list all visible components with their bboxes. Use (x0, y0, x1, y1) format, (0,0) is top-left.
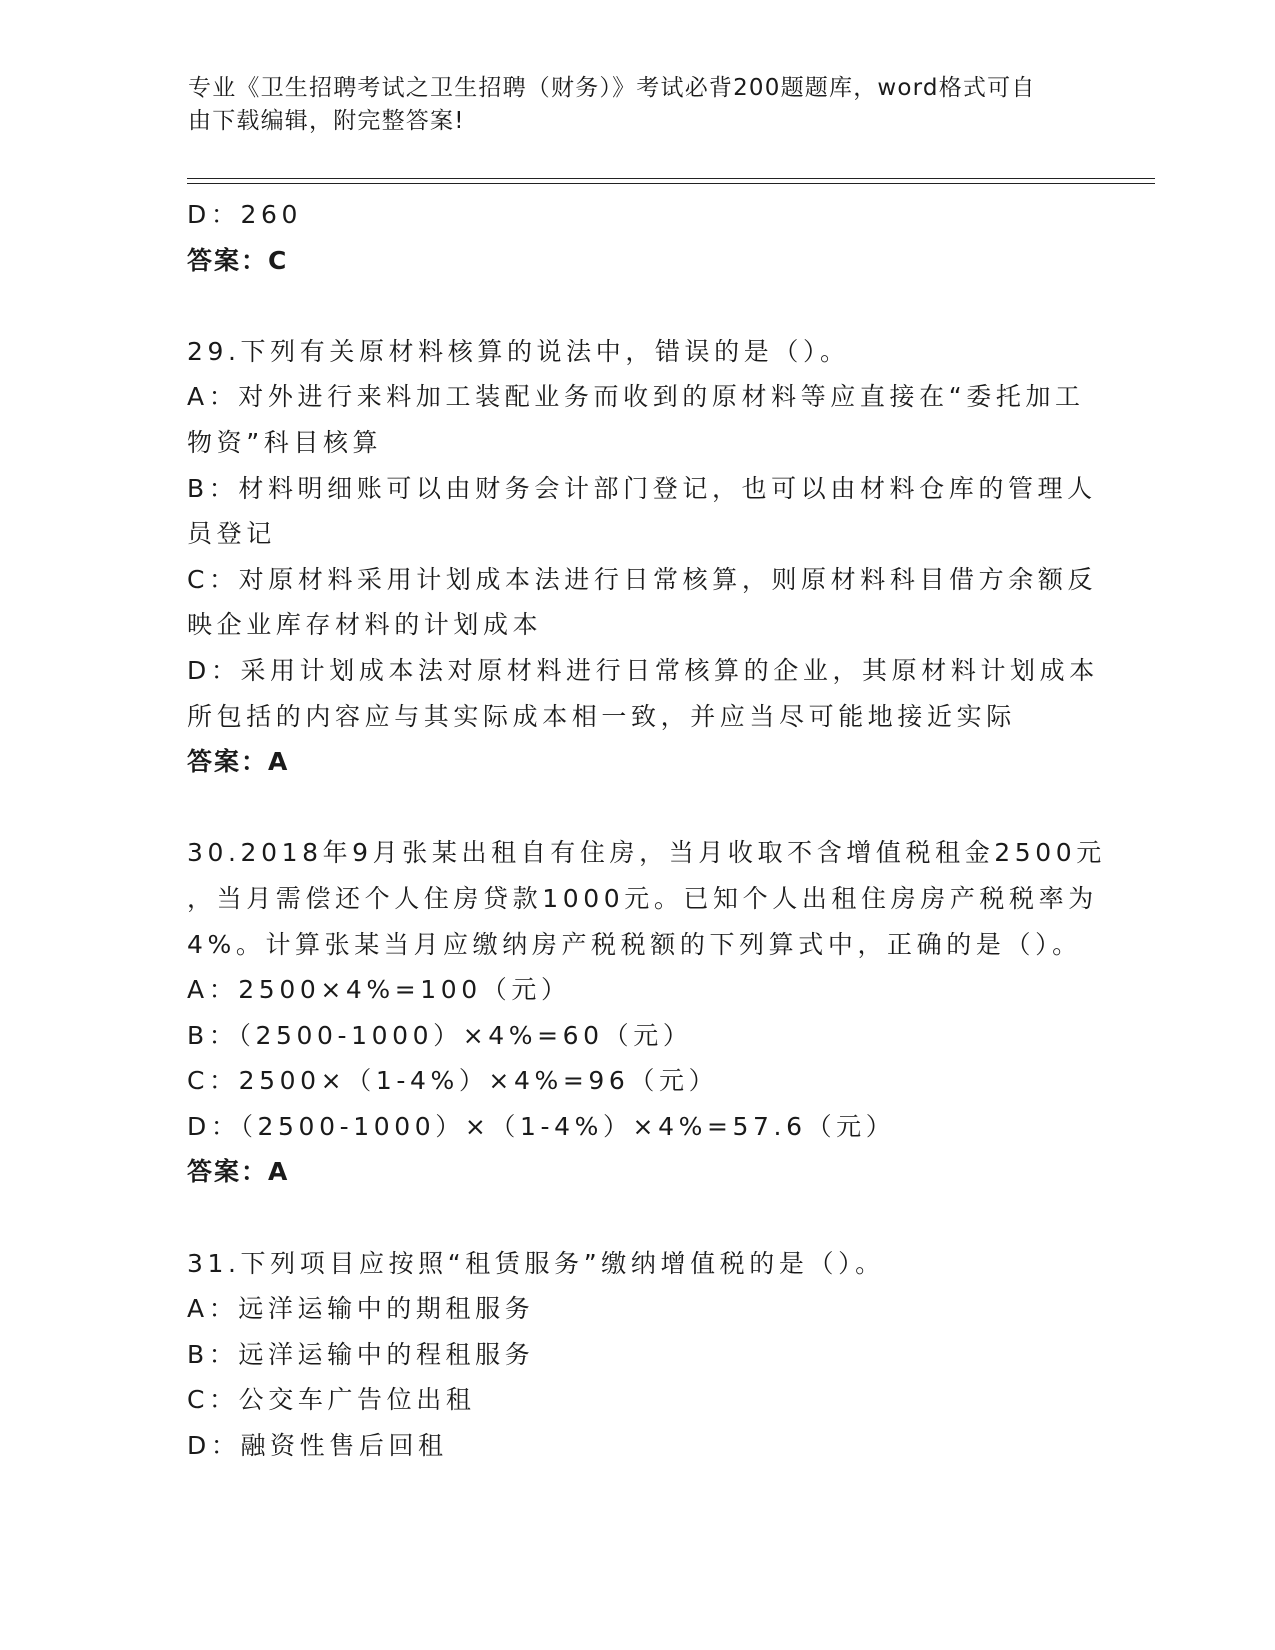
option-a: A：远洋运输中的期租服务 (187, 1294, 535, 1324)
header-line-2: 由下载编辑，附完整答案! (188, 108, 465, 134)
option-c: C：2500×（1-4%）×4%=96（元） (187, 1066, 719, 1096)
option-c-line-1: C：对原材料采用计划成本法进行日常核算，则原材料科目借方余额反 (187, 564, 1098, 594)
question-30 (187, 830, 1106, 1195)
option-b-line-1: B：材料明细账可以由财务会计部门登记，也可以由材料仓库的管理人 (187, 473, 1097, 503)
option-a-line-1: A：对外进行来料加工装配业务而收到的原材料等应直接在“委托加工 (187, 382, 1085, 412)
option-c-line-2: 映企业库存材料的计划成本 (187, 610, 543, 640)
option-d: D：260 (187, 200, 302, 229)
option-a: A：2500×4%=100（元） (187, 975, 571, 1005)
option-d-line-1: D：采用计划成本法对原材料进行日常核算的企业，其原材料计划成本 (187, 655, 1099, 685)
question-stem: 29.下列有关原材料核算的说法中，错误的是（）。 (187, 336, 850, 366)
question-31 (187, 1241, 1087, 1469)
page-header (188, 72, 1088, 138)
answer: 答案：A (187, 747, 290, 777)
option-d-line-2: 所包括的内容应与其实际成本相一致，并应当尽可能地接近实际 (187, 701, 1016, 731)
header-line-1: 专业《卫生招聘考试之卫生招聘（财务）》考试必背200题题库，word格式可自 (188, 75, 1036, 101)
header-divider (187, 178, 1155, 184)
option-a-line-2: 物资”科目核算 (187, 427, 383, 457)
question-stem-line-2: ，当月需偿还个人住房贷款1000元。已知个人出租住房房产税税率为 (187, 883, 1098, 913)
question-stem-line-1: 30.2018年9月张某出租自有住房，当月收取不含增值税租金2500元 (187, 838, 1106, 868)
answer: 答案：A (187, 1157, 290, 1187)
option-b: B：远洋运输中的程租服务 (187, 1339, 535, 1369)
previous-question-tail (187, 192, 1087, 283)
question-stem: 31.下列项目应按照“租赁服务”缴纳增值税的是（）。 (187, 1248, 885, 1278)
option-d: D：（2500-1000）×（1-4%）×4%=57.6（元） (187, 1111, 896, 1141)
spacer (187, 283, 1087, 329)
document-body (187, 192, 1106, 1469)
option-c: C：公交车广告位出租 (187, 1385, 476, 1415)
option-b: B：（2500-1000）×4%=60（元） (187, 1020, 693, 1050)
answer: 答案：C (187, 245, 289, 275)
spacer (187, 785, 1087, 831)
spacer (187, 1195, 1087, 1241)
option-b-line-2: 员登记 (187, 519, 276, 549)
question-29 (187, 329, 1099, 785)
question-stem-line-3: 4%。计算张某当月应缴纳房产税税额的下列算式中，正确的是（）。 (187, 929, 1082, 959)
option-d: D：融资性售后回租 (187, 1431, 448, 1461)
